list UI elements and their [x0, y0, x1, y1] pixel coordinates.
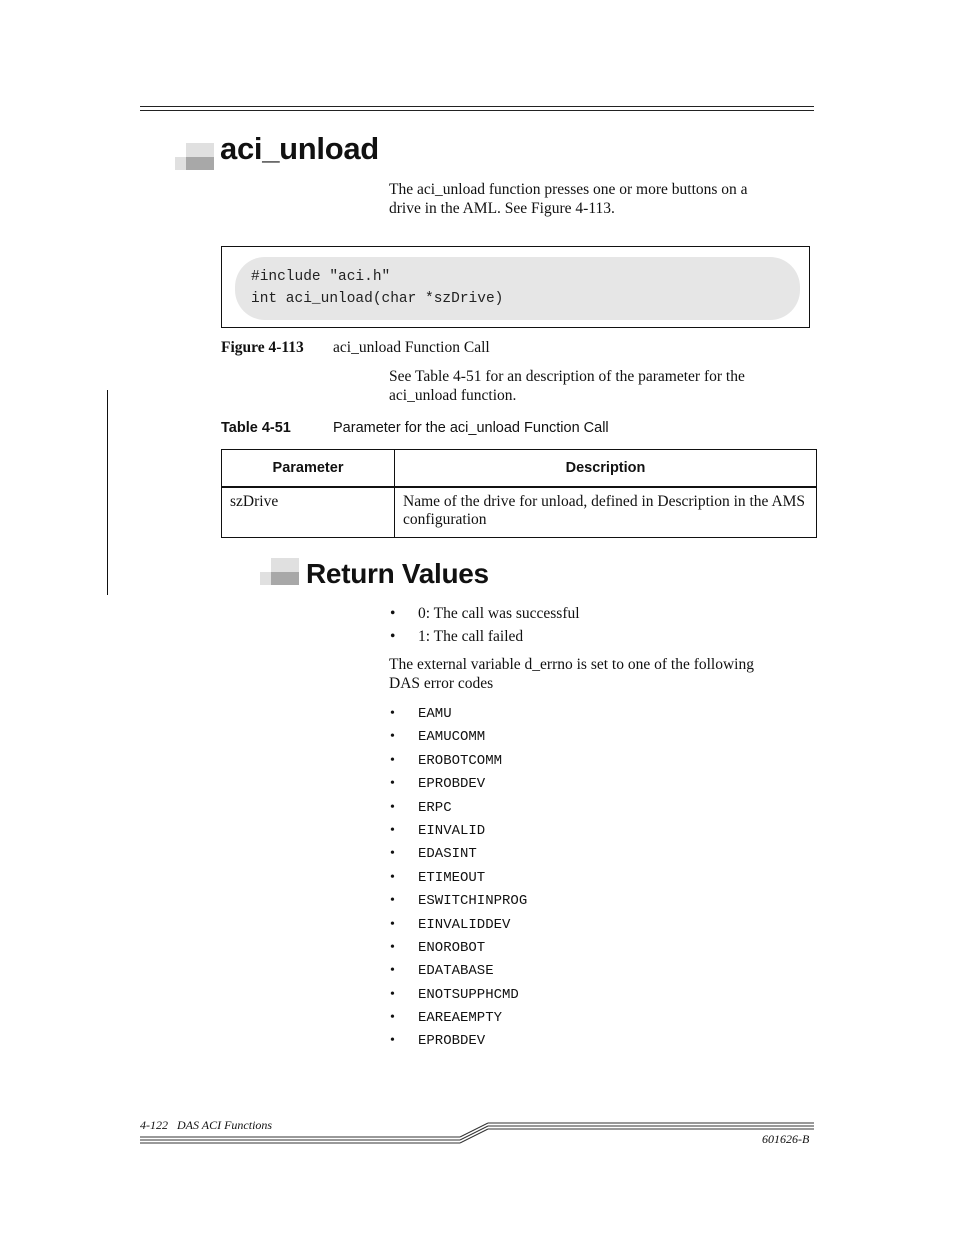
code-background [235, 257, 800, 320]
return-values-heading: Return Values [306, 558, 489, 589]
list-item: • ESWITCHINPROG [390, 892, 527, 915]
top-rule [140, 106, 814, 107]
return-values-list [390, 604, 580, 650]
see-table-line-1: See Table 4-51 for an description of the parameter for the [389, 368, 745, 385]
figure-label: Figure 4-113 [221, 339, 304, 356]
footer-page-section: 4-122 DAS ACI Functions [140, 1118, 273, 1132]
table-label: Table 4-51 [221, 420, 291, 436]
column-header-parameter: Parameter [222, 450, 395, 488]
list-item: • EAREAEMPTY [390, 1009, 527, 1032]
list-item: • EINVALID [390, 822, 527, 845]
parameter-table [221, 449, 817, 538]
figure-caption: aci_unload Function Call [333, 339, 490, 356]
footer-doc-number: 601626-B [762, 1132, 810, 1146]
list-item: • ERPC [390, 799, 527, 822]
page-title: aci_unload [220, 131, 379, 166]
list-item: • EDASINT [390, 845, 527, 868]
errno-line-2: DAS error codes [389, 675, 494, 692]
list-item: • 1: The call failed [390, 627, 580, 650]
list-item: • ENOROBOT [390, 939, 527, 962]
code-block [221, 246, 810, 328]
param-cell: szDrive [222, 487, 395, 538]
intro-line-1: The aci_unload function presses one or more buttons on a [389, 181, 748, 198]
column-header-description: Description [395, 450, 817, 488]
see-table-line-2: aci_unload function. [389, 387, 517, 404]
list-item: • EDATABASE [390, 962, 527, 985]
error-code-list [390, 705, 527, 1056]
list-item: • EPROBDEV [390, 775, 527, 798]
table-row [222, 487, 817, 538]
list-item: • EROBOTCOMM [390, 752, 527, 775]
list-item: • EINVALIDDEV [390, 916, 527, 939]
intro-line-2: drive in the AML. See Figure 4-113. [389, 200, 615, 217]
change-bar [107, 390, 108, 595]
list-item: • EPROBDEV [390, 1032, 527, 1055]
top-rule-inner [140, 110, 814, 111]
list-item: • 0: The call was successful [390, 604, 580, 627]
code-line-signature: int aci_unload(char *szDrive) [251, 291, 504, 307]
list-item: • EAMU [390, 705, 527, 728]
table-caption: Parameter for the aci_unload Function Call [333, 420, 609, 436]
list-item: • ENOTSUPPHCMD [390, 986, 527, 1009]
errno-line-1: The external variable d_errno is set to one of the following [389, 656, 754, 673]
description-cell: Name of the drive for unload, defined in Description in the AMS configuration [395, 487, 817, 538]
list-item: • EAMUCOMM [390, 728, 527, 751]
code-line-include: #include "aci.h" [251, 269, 391, 285]
list-item: • ETIMEOUT [390, 869, 527, 892]
